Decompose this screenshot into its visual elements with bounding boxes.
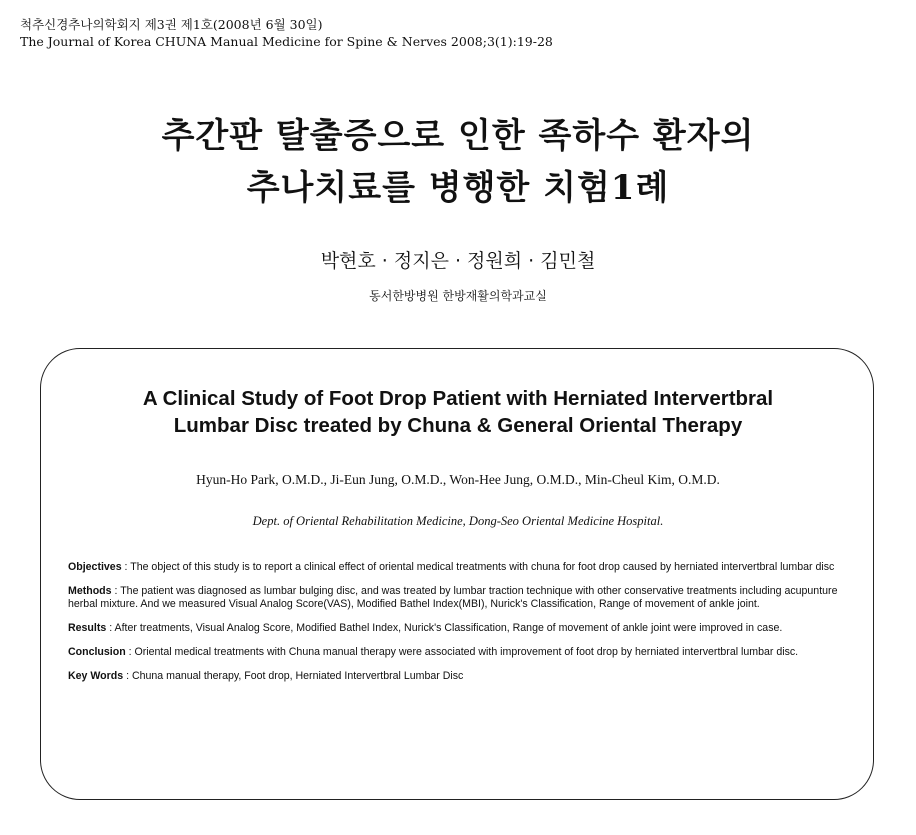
korean-title-line-2: 추나치료를 병행한 치험1례 (246, 168, 670, 208)
korean-authors: 박현호 · 정지은 · 정원희 · 김민철 (320, 250, 596, 272)
conclusion-text: : Oriental medical treatments with Chuna manual therapy were associated with improvement of foot drop by herniated intervertbral lumbar disc. (125, 646, 799, 658)
abstract-sections (68, 561, 858, 694)
english-affiliation: Dept. of Oriental Rehabilitation Medicine, Dong-Seo Oriental Medicine Hospital. (252, 514, 664, 528)
journal-header (20, 16, 553, 50)
english-authors: Hyun-Ho Park, O.M.D., Ji-Eun Jung, O.M.D., Won-Hee Jung, O.M.D., Min-Cheul Kim, O.M.D. (196, 472, 720, 487)
methods-label: Methods (68, 585, 112, 597)
methods-text: : The patient was diagnosed as lumbar bulging disc, and was treated by lumbar traction technique with other conservative treatments including acupunture herbal mixture. And we measured Visual Analog Score(VAS), Modified Bathel Index(MBI), Nurick's Classification, Range of movement of ankle joint. (68, 585, 838, 610)
objectives-text: : The object of this study is to report a clinical effect of oriental medical treatments with chuna for foot drop caused by herniated intervertbral lumbar disc (121, 561, 835, 573)
abstract-results (68, 622, 858, 635)
english-title-line-1: A Clinical Study of Foot Drop Patient with Herniated Intervertbral (142, 387, 774, 410)
abstract-objectives (68, 561, 858, 574)
results-label: Results (68, 622, 107, 634)
objectives-label: Objectives (68, 561, 122, 573)
english-title-line-2: Lumbar Disc treated by Chuna & General Oriental Therapy (173, 414, 743, 437)
english-title (0, 385, 916, 439)
journal-citation-english: The Journal of Korea CHUNA Manual Medicine for Spine & Nerves 2008;3(1):19-28 (20, 34, 553, 49)
journal-citation-korean: 척추신경추나의학회지 제3권 제1호(2008년 6월 30일) (20, 17, 323, 32)
abstract-methods (68, 585, 858, 611)
results-text: : After treatments, Visual Analog Score, Modified Bathel Index, Nurick's Classification, Range of movement of ankle joint were improved in case. (106, 622, 783, 634)
korean-affiliation: 동서한방병원 한방재활의학과교실 (369, 289, 547, 303)
korean-title-line-1: 추간판 탈출증으로 인한 족하수 환자의 (161, 116, 755, 156)
abstract-conclusion (68, 646, 858, 659)
korean-title (0, 110, 916, 214)
key-words-text: : Chuna manual therapy, Foot drop, Herniated Intervertbral Lumbar Disc (123, 670, 464, 682)
key-words-label: Key Words (68, 670, 124, 682)
abstract-key-words (68, 670, 858, 683)
conclusion-label: Conclusion (68, 646, 126, 658)
